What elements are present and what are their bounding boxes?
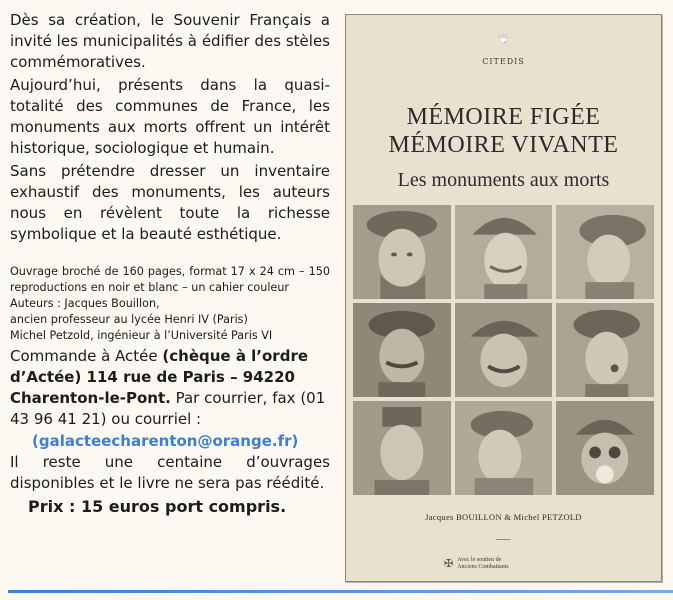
helmet-head-image xyxy=(353,303,451,397)
cover-authors: Jacques BOUILLON & Michel PETZOLD xyxy=(425,512,582,522)
statue-photo xyxy=(455,303,553,397)
authors-label: Auteurs : Jacques Bouillon, xyxy=(10,297,160,310)
gas-mask-head-image xyxy=(556,401,654,495)
price: Prix : 15 euros port compris. xyxy=(28,497,287,516)
cover-title-line2: MÉMOIRE VIVANTE xyxy=(388,132,619,158)
statue-photo xyxy=(455,205,553,299)
partner-line1: Avec le soutien de xyxy=(457,557,502,563)
helmet-head-image xyxy=(455,303,553,397)
statue-photo xyxy=(556,303,654,397)
article-text xyxy=(10,10,330,518)
order-address: (chèque à l’ordre d’Actée) 114 rue de Paris – 94220 Charenton-le-Pont. xyxy=(10,347,309,407)
author2: Michel Petzold, ingénieur à l’Université Paris VI xyxy=(10,329,273,342)
statue-photo xyxy=(556,401,654,495)
helmet-head-image xyxy=(455,401,553,495)
cover-publisher-line: ━━━━━━ xyxy=(496,537,511,542)
order-email-link[interactable]: (galacteecharenton@orange.fr) xyxy=(32,432,299,450)
order-info xyxy=(10,346,330,430)
author1-role: ancien professeur au lycée Henri IV (Paris) xyxy=(10,313,248,326)
book-format: Ouvrage broché de 160 pages, format 17 x 24 cm – 150 reproductions en noir et blanc – un cahier couleur xyxy=(10,265,330,294)
statue-photo xyxy=(353,205,451,299)
partner-logo xyxy=(444,557,509,571)
helmet-head-image xyxy=(556,205,654,299)
order-prefix: Commande à Actée xyxy=(10,347,163,365)
statue-photo xyxy=(353,401,451,495)
ministry-emblem-icon: ✠ xyxy=(444,557,454,570)
statue-photo-grid xyxy=(353,205,654,495)
cover-title-line1: MÉMOIRE FIGÉE xyxy=(406,104,601,130)
partner-line2: Anciens Combattants xyxy=(457,564,509,570)
helmet-head-image xyxy=(353,205,451,299)
bottom-rule xyxy=(8,590,673,593)
statue-photo xyxy=(556,205,654,299)
intro-paragraph-2: Aujourd’hui, présents dans la quasi-totalité des communes de France, les monuments aux morts offrent un intérêt historique, sociologique et humain. xyxy=(10,76,330,157)
partner-text xyxy=(457,557,509,571)
helmet-head-image xyxy=(455,205,553,299)
publisher-name: CITEDIS xyxy=(482,57,525,66)
order-contact: Par courrier, fax (01 43 96 41 21) ou courriel : xyxy=(10,389,326,428)
intro-paragraph-3: Sans prétendre dresser un inventaire exhaustif des monuments, les auteurs nous en révèlent toute la richesse symbolique et la beauté esthétique. xyxy=(10,162,330,243)
cover-title xyxy=(346,103,661,193)
intro-paragraph-1: Dès sa création, le Souvenir Français a invité les municipalités à édifier des stèles commémoratives. xyxy=(10,11,330,71)
publisher-logo xyxy=(346,31,661,68)
book-details xyxy=(10,264,330,344)
statue-photo xyxy=(455,401,553,495)
helmet-head-image xyxy=(556,303,654,397)
intro-text xyxy=(10,10,330,245)
kepi-head-image xyxy=(353,401,451,495)
remaining-copies: Il reste une centaine d’ouvrages disponibles et le livre ne sera pas réédité. xyxy=(10,453,330,492)
book-cover xyxy=(345,14,662,582)
cover-subtitle: Les monuments aux morts xyxy=(397,169,610,191)
dove-icon: ❦ xyxy=(497,32,510,48)
statue-photo xyxy=(353,303,451,397)
